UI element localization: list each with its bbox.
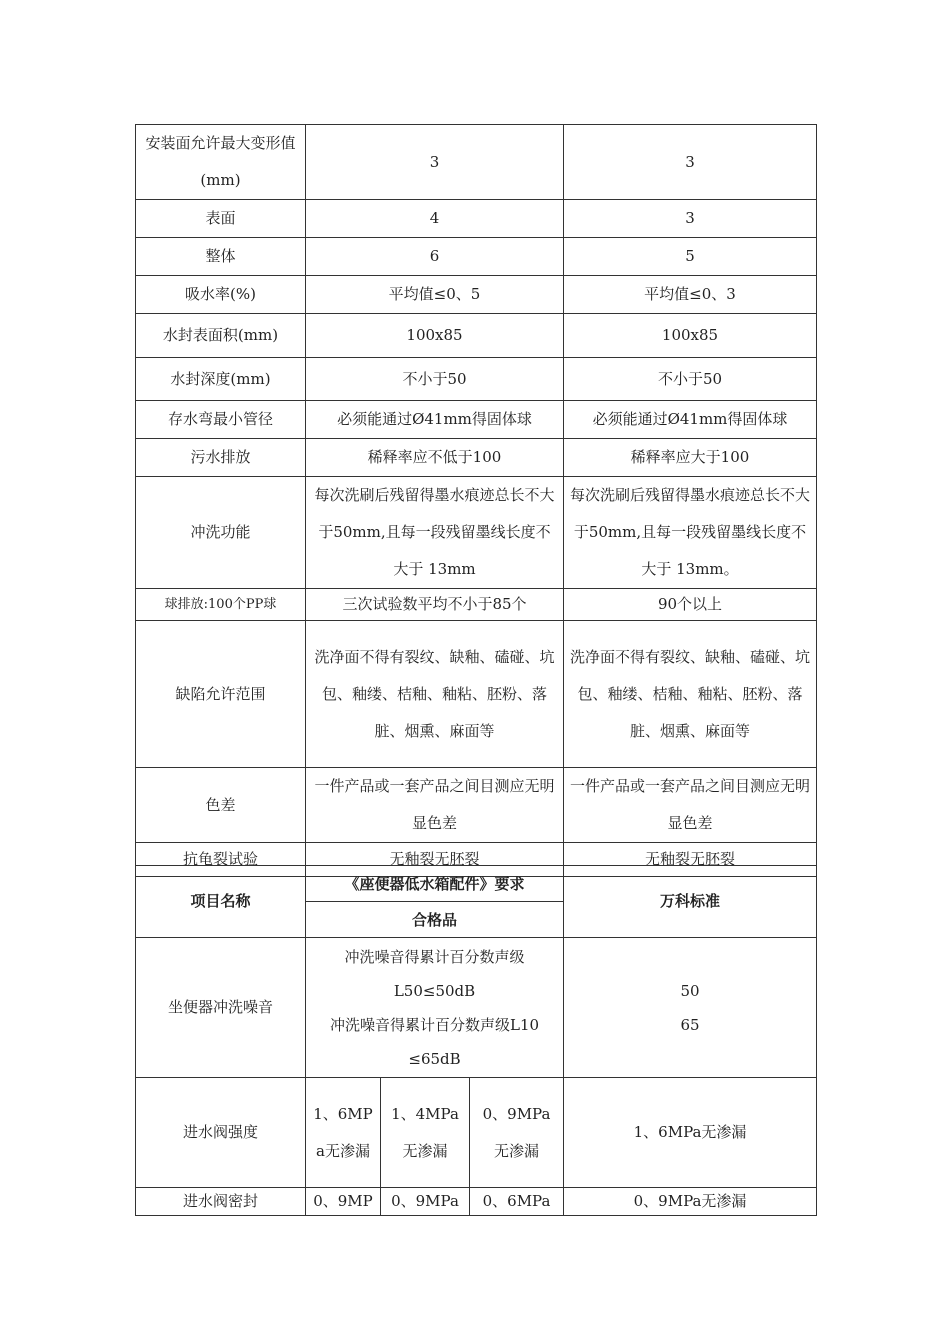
standard-value: 100x85	[306, 314, 564, 358]
noise-vanke-line: 50	[680, 981, 700, 1000]
row-label: 水封表面积(mm)	[136, 314, 306, 358]
noise-line: ≤65dB	[408, 1049, 461, 1068]
noise-vanke-value	[564, 938, 817, 1078]
table-row	[136, 589, 817, 621]
vanke-value: 平均值≤0、3	[564, 276, 817, 314]
header-qualified-grade: 合格品	[306, 902, 564, 938]
table-row	[136, 938, 817, 1078]
standard-value: 必须能通过Ø41mm得固体球	[306, 401, 564, 439]
vanke-value: 洗净面不得有裂纹、缺釉、磕碰、坑包、釉缕、桔釉、釉粘、胚粉、落脏、烟熏、麻面等	[564, 621, 817, 768]
row-label: 污水排放	[136, 439, 306, 477]
seal-value-2: 0、9MPa	[381, 1188, 470, 1216]
table-row	[136, 358, 817, 401]
noise-standard-value	[306, 938, 564, 1078]
standard-value: 稀释率应不低于100	[306, 439, 564, 477]
table-row	[136, 238, 817, 276]
seal-vanke-value: 0、9MPa无渗漏	[564, 1188, 817, 1216]
table-row	[136, 621, 817, 768]
row-label: 存水弯最小管径	[136, 401, 306, 439]
standard-value: 平均值≤0、5	[306, 276, 564, 314]
standard-value: 4	[306, 200, 564, 238]
noise-line: 冲洗噪音得累计百分数声级	[344, 947, 525, 966]
row-label: 吸水率(%)	[136, 276, 306, 314]
table-row	[136, 276, 817, 314]
strength-value-1: 1、6MPa无渗漏	[306, 1078, 381, 1188]
row-label: 球排放:100个PP球	[136, 589, 306, 621]
vanke-value: 90个以上	[564, 589, 817, 621]
table-row	[136, 768, 817, 843]
table-row	[136, 125, 817, 200]
row-label: 水封深度(mm)	[136, 358, 306, 401]
seal-value-1: 0、9MP	[306, 1188, 381, 1216]
vanke-value: 无釉裂无胚裂	[564, 843, 817, 877]
table-row	[136, 477, 817, 589]
row-label: 冲洗功能	[136, 477, 306, 589]
standard-value: 洗净面不得有裂纹、缺釉、磕碰、坑包、釉缕、桔釉、釉粘、胚粉、落脏、烟熏、麻面等	[306, 621, 564, 768]
noise-line: L50≤50dB	[393, 981, 476, 1000]
standard-value: 无釉裂无胚裂	[306, 843, 564, 877]
vanke-value: 3	[564, 200, 817, 238]
header-item-name: 项目名称	[136, 866, 306, 938]
spec-table-2	[135, 865, 817, 1216]
table-row	[136, 200, 817, 238]
noise-vanke-line: 65	[680, 1015, 700, 1034]
vanke-value: 5	[564, 238, 817, 276]
table-row	[136, 1188, 817, 1216]
noise-line: 冲洗噪音得累计百分数声级L10	[329, 1015, 540, 1034]
strength-vanke-value: 1、6MPa无渗漏	[564, 1078, 817, 1188]
vanke-value: 不小于50	[564, 358, 817, 401]
header-row	[136, 866, 817, 902]
header-requirement: 《座便器低水箱配件》要求	[306, 866, 564, 902]
row-label: 进水阀强度	[136, 1078, 306, 1188]
standard-value: 不小于50	[306, 358, 564, 401]
row-label: 进水阀密封	[136, 1188, 306, 1216]
seal-value-3: 0、6MPa	[470, 1188, 564, 1216]
table-row	[136, 401, 817, 439]
standard-value: 每次洗刷后残留得墨水痕迹总长不大于50mm,且每一段残留墨线长度不大于 13mm	[306, 477, 564, 589]
vanke-value: 3	[564, 125, 817, 200]
row-label: 色差	[136, 768, 306, 843]
table-row	[136, 439, 817, 477]
vanke-value: 稀释率应大于100	[564, 439, 817, 477]
row-label: 整体	[136, 238, 306, 276]
vanke-value: 100x85	[564, 314, 817, 358]
standard-value: 3	[306, 125, 564, 200]
vanke-value: 必须能通过Ø41mm得固体球	[564, 401, 817, 439]
strength-value-3: 0、9MPa无渗漏	[470, 1078, 564, 1188]
row-label: 表面	[136, 200, 306, 238]
standard-value: 6	[306, 238, 564, 276]
header-vanke-standard: 万科标准	[564, 866, 817, 938]
table-row	[136, 314, 817, 358]
row-label: 缺陷允许范围	[136, 621, 306, 768]
spec-table-1	[135, 124, 817, 877]
standard-value: 一件产品或一套产品之间目测应无明显色差	[306, 768, 564, 843]
row-label: 坐便器冲洗噪音	[136, 938, 306, 1078]
row-label: 安装面允许最大变形值(mm)	[136, 125, 306, 200]
row-label: 抗龟裂试验	[136, 843, 306, 877]
table-row	[136, 1078, 817, 1188]
vanke-value: 一件产品或一套产品之间目测应无明显色差	[564, 768, 817, 843]
standard-value: 三次试验数平均不小于85个	[306, 589, 564, 621]
strength-value-2: 1、4MPa无渗漏	[381, 1078, 470, 1188]
vanke-value: 每次洗刷后残留得墨水痕迹总长不大于50mm,且每一段残留墨线长度不大于 13mm。	[564, 477, 817, 589]
